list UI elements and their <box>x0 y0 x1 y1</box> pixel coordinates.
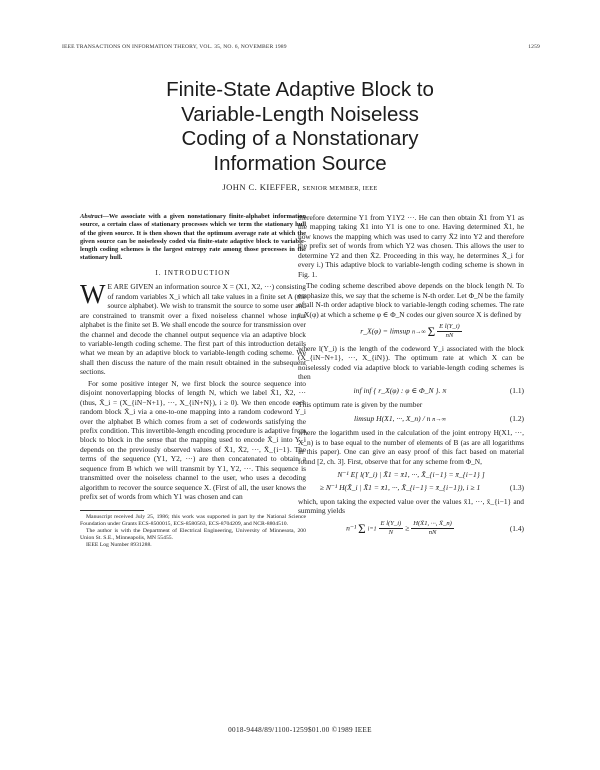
sum-lower-limit: i=1 <box>367 525 377 533</box>
title-line: Coding of a Nonstationary <box>181 127 419 150</box>
equation-lhs: r_X(φ) = limsup <box>360 326 411 336</box>
sum-symbol: Σ <box>358 520 366 536</box>
copyright-line: 0018-9448/89/1100-1259$01.00 ©1989 IEEE <box>228 726 372 734</box>
journal-header: IEEE TRANSACTIONS ON INFORMATION THEORY, VOL. 35, NO. 6, NOVEMBER 1989 <box>62 44 287 50</box>
author-name: JOHN C. KIEFFER, <box>222 182 300 192</box>
title-line: Finite-State Adaptive Block to <box>166 78 434 101</box>
page-number: 1259 <box>528 44 540 50</box>
equation-number: (1.2) <box>509 414 524 424</box>
equation-body <box>298 414 502 424</box>
equation-limit: n→∞ <box>411 328 426 336</box>
left-column <box>80 213 306 550</box>
fraction-numerator: E l(Y_i) <box>439 322 460 330</box>
title-line: Variable-Length Noiseless <box>181 102 419 126</box>
right-paragraph-6: which, upon taking the expected value over the values x̄1, ···, x̄_{i−1} and summing yields <box>298 496 524 516</box>
running-head <box>62 44 540 54</box>
fraction-numerator: H(X̄1, ···, X̄_n) <box>413 519 452 527</box>
abstract <box>80 213 306 263</box>
equation-body <box>298 323 524 340</box>
right-paragraph-5: where the logarithm used in the calculation of the joint entropy H(X1, ···, X_n) is to base equal to the number of elements of B (as are all logarithms in this paper). One can give an easy proof of this fact based on material found [2, ch. 3]. First, observe that for any scheme from Φ_N, <box>298 428 524 466</box>
author-line <box>100 182 500 192</box>
intro-paragraph-1 <box>80 279 306 377</box>
equation-number: (1.1) <box>509 386 524 396</box>
right-paragraph-3: where l(Y_i) is the length of the codeword Y_i associated with the block (X_{iN−N+1}, ···, X_{iN}). The optimum rate at which X can be noiselessly coded via adaptive block to variable-length coding schemes is then <box>298 343 524 382</box>
fraction-denominator: nN <box>445 331 454 339</box>
footnote-rule <box>80 510 144 511</box>
equation-subscript: n→∞ <box>432 415 446 423</box>
fraction-numerator: E l(Y_i) <box>380 519 402 527</box>
abstract-label: Abstract <box>80 213 103 220</box>
equation-body <box>298 520 502 537</box>
title-line: Information Source <box>213 151 387 175</box>
footnote-log-number: IEEE Log Number 8931288. <box>86 542 152 549</box>
sum-symbol: Σ <box>427 323 436 339</box>
drop-cap: W <box>80 279 106 310</box>
equation-1-3a <box>298 470 524 479</box>
fraction <box>379 520 404 537</box>
equation-text: inf inf { r_X(φ) : φ ∈ Φ_N }. <box>353 385 441 395</box>
right-paragraph-2: The coding scheme described above depends on the block length N. To emphasize this, we say that the scheme is N-th order. Let Φ_N be the family of all N-th order adaptive block to variable-length coding schemes. The rate r_X(φ) at which a scheme φ ∈ Φ_N codes our given source X is defined by <box>298 281 524 319</box>
equation-text: limsup H(X1, ···, X_n) / n <box>354 413 431 423</box>
footnote-affiliation: The author is with the Department of Electrical Engineering, University of Minnesota, 200 Union St. S.E., Minneapolis, MN 55455. <box>80 528 306 542</box>
right-column <box>298 213 524 541</box>
fraction-denominator: N <box>388 528 394 536</box>
right-paragraph-4: This optimum rate is given by the number <box>298 400 423 410</box>
fraction <box>437 323 462 340</box>
equation-number: (1.3) <box>509 483 524 493</box>
footnote-received: Manuscript received July 25, 1986; this work was supported in part by the National Science Foundation under Grants ECS-8500015, ECS-8580563, ECS-8704209, and NCR-8804510. <box>80 513 306 527</box>
right-paragraph-1: therefore determine Y1 from Y1Y2 ···. He can then obtain X̄1 from Y1 as the mapping taking X̄1 into Y1 is one to one. Having determined X̄1, he now knows the mapping which was used to carry X̄2 into Y2 and therefore the prefix set of words from which Y2 was chosen. This allows the user to determine Y2 and then X̄2. Proceeding in this way, he determines X̄_i for every i.) This adaptive block to variable-length coding scheme is shown in Fig. 1. <box>298 213 524 279</box>
abstract-text: —We associate with a given nonstationary finite-alphabet information source, a certain class of stationary processes which we term the stationary hull of the given source. It is then shown that the optimum average rate at which the given source can be noiselessly coded via finite-state adaptive block to variable-length coding schemes is the largest entropy rate among those processes in the stationary hull. <box>80 213 306 262</box>
equation-rate-definition <box>298 323 524 340</box>
section-heading: I. INTRODUCTION <box>155 268 231 277</box>
intro-paragraph-2: For some positive integer N, we first block the source sequence into disjoint nonoverlapping blocks of length N, which we label X̄1, X̄2, ··· (thus, X̄_i = (X_{iN−N+1}, ···, X_{iN+N}), i ≥ 0). We then encode each random block X̄_i via a one-to-one mapping into a random codeword Y_i over the alphabet B which comes from a set of codewords satisfying the prefix condition. This invertible-length encoding procedure is adaptive from block to block in the sense that the mapping used to encode X̄_i into Y_i depends on the previously observed values of X̄1, X̄2, ···, X̄_{i−1}. The terms of the sequence (Y1, Y2, ···) are then concatenated to obtain a sequence from B which we will transmit by Y1, Y2, ···. This sequence is transmitted over the noiseless channel to the user, who uses a decoding algorithm to recover the source sequence X. (First of all, the user knows the prefix set of words from which Y1 was chosen and can <box>80 378 306 502</box>
paper-title <box>90 78 510 176</box>
equation-1-4 <box>298 520 524 537</box>
equation-1-1 <box>298 386 524 396</box>
equation-text: N⁻¹ E[ l(Y_i) | X̄1 = x̄1, ···, X̄_{i−1} = x̄_{i−1} ] <box>337 469 485 479</box>
equation-subscript: N <box>442 387 447 395</box>
equation-number: (1.4) <box>509 523 524 533</box>
fraction-denominator: nN <box>428 528 437 536</box>
geq-symbol: ≥ <box>405 523 410 533</box>
intro-paragraph-1-text: E ARE GIVEN an information source X = (X1, X2, ···) consisting of random variables X_i which all take values in a finite set A (the source alphabet). We wish to transmit the source to some user and are constrained to transmit over a fixed noiseless channel whose input alphabet is the finite set B. We shall encode the source for transmission over the channel and decode the channel output sequence via an adaptive block to variable-length coding scheme. The first part of this introduction details what we mean by an adaptive block to variable-length coding scheme. We shall then discuss the nature of the main result obtained in the subsequent sections. <box>80 282 306 377</box>
equation-1-2 <box>298 414 524 424</box>
fraction <box>411 520 454 537</box>
equation-text: ≥ N⁻¹ H(X̄_i | X̄1 = x̄1, ···, X̄_{i−1} = x̄_{i−1}), i ≥ 1 <box>319 483 481 493</box>
equation-1-3b <box>298 483 524 492</box>
equation-body <box>298 386 502 396</box>
author-membership: SENIOR MEMBER, IEEE <box>302 185 378 192</box>
equation-lhs: n⁻¹ <box>346 523 357 533</box>
